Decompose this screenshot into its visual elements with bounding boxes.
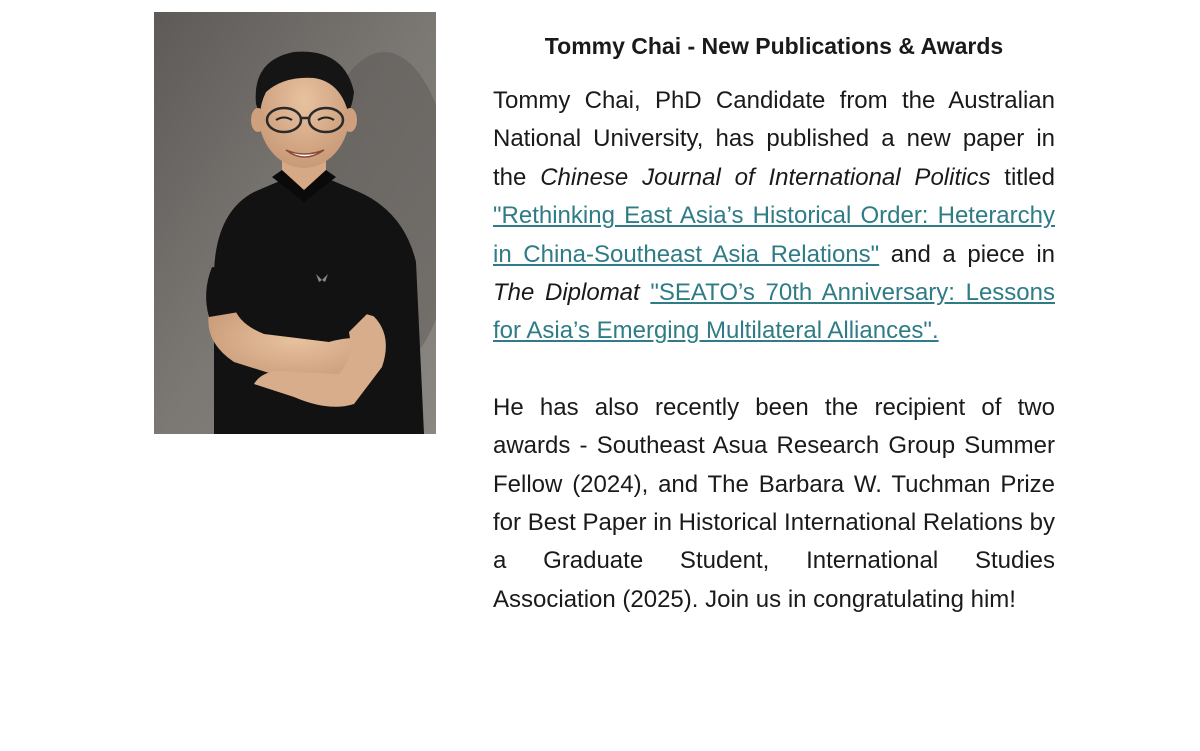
- awards-paragraph: He has also recently been the recipient of two awards - Southeast Asua Research Group Summer Fellow (2024), and The Barbara W. Tuchman Prize for Best Paper in Historical International Relations by a Graduate Student, International Studies Association (2025). Join us in congratulating him!: [493, 393, 1055, 613]
- and-piece-text: and a piece in: [879, 240, 1056, 268]
- journal-name: Chinese Journal of International Politics: [540, 163, 991, 191]
- article: [493, 28, 1055, 619]
- spacer-text: [640, 279, 651, 306]
- portrait-photo: [154, 12, 436, 434]
- publications-paragraph: [493, 82, 1055, 351]
- article-title: Tommy Chai - New Publications & Awards: [544, 33, 1004, 59]
- outlet-name: The Diplomat: [493, 279, 640, 307]
- intro-text: Tommy Chai, PhD Candidate from the Australian National University, has published a new paper in the: [493, 87, 1055, 191]
- paper-link[interactable]: "Rethinking East Asia’s Historical Order: Heterarchy in China-Southeast Asia Relations": [493, 202, 1055, 268]
- piece-link[interactable]: "SEATO’s 70th Anniversary: Lessons for Asia’s Emerging Multilateral Alliances".: [493, 279, 1056, 345]
- titled-text: titled: [990, 163, 1055, 191]
